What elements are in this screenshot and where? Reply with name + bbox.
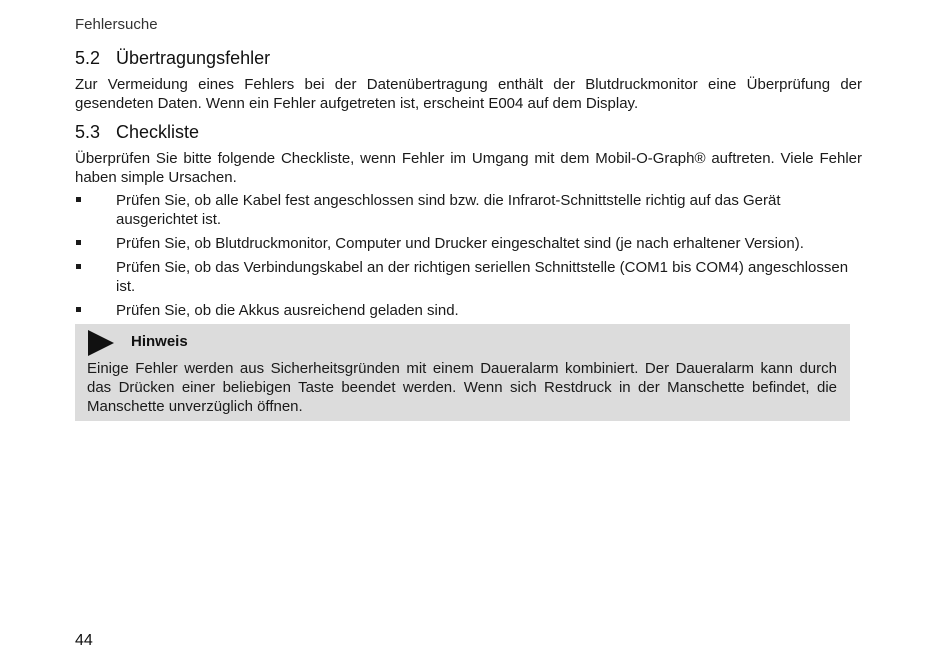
notice-text: Einige Fehler werden aus Sicherheitsgründen mit einem Daueralarm kombiniert. Der Daueralarm kann durch das Drücken einer beliebigen Taste beendet werden. Wenn sich Restdruck in der Manschette befindet, die Manschette unverzüglich öffnen. [87,360,837,415]
running-header: Fehlersuche [75,16,158,33]
list-item-text: Prüfen Sie, ob das Verbindungskabel an der richtigen seriellen Schnittstelle (COM1 bis COM4) angeschlossen ist. [116,259,849,295]
section-heading-5-3 [75,122,199,143]
list-item [75,301,862,320]
section-number: 5.2 [75,48,101,68]
section-number: 5.3 [75,122,101,142]
checklist [75,191,862,325]
list-item-text: Prüfen Sie, ob die Akkus ausreichend geladen sind. [116,302,459,319]
section-paragraph-5-3: Überprüfen Sie bitte folgende Checkliste, wenn Fehler im Umgang mit dem Mobil-O-Graph® auftreten. Viele Fehler haben simple Ursachen. [75,150,862,186]
section-title: Übertragungsfehler [116,48,271,68]
bullet-square-icon [76,264,81,269]
list-item [75,258,862,296]
section-paragraph-5-2: Zur Vermeidung eines Fehlers bei der Datenübertragung enthält der Blutdruckmonitor eine Überprüfung der gesendeten Daten. Wenn ein Fehler aufgetreten ist, erscheint E004 auf dem Display. [75,76,862,112]
list-item [75,191,862,229]
page-number: 44 [75,632,93,649]
bullet-square-icon [76,240,81,245]
bullet-square-icon [76,307,81,312]
section-title: Checkliste [116,122,200,142]
notice-box [75,324,850,421]
notice-label: Hinweis [131,333,188,350]
bullet-square-icon [76,197,81,202]
list-item-text: Prüfen Sie, ob Blutdruckmonitor, Computer und Drucker eingeschaltet sind (je nach erhaltener Version). [116,235,804,252]
list-item [75,234,862,253]
arrow-right-icon [88,330,114,356]
section-heading-5-2 [75,48,270,69]
list-item-text: Prüfen Sie, ob alle Kabel fest angeschlossen sind bzw. die Infrarot-Schnittstelle richtig auf das Gerät ausgerichtet ist. [116,192,781,228]
document-page [75,0,862,668]
